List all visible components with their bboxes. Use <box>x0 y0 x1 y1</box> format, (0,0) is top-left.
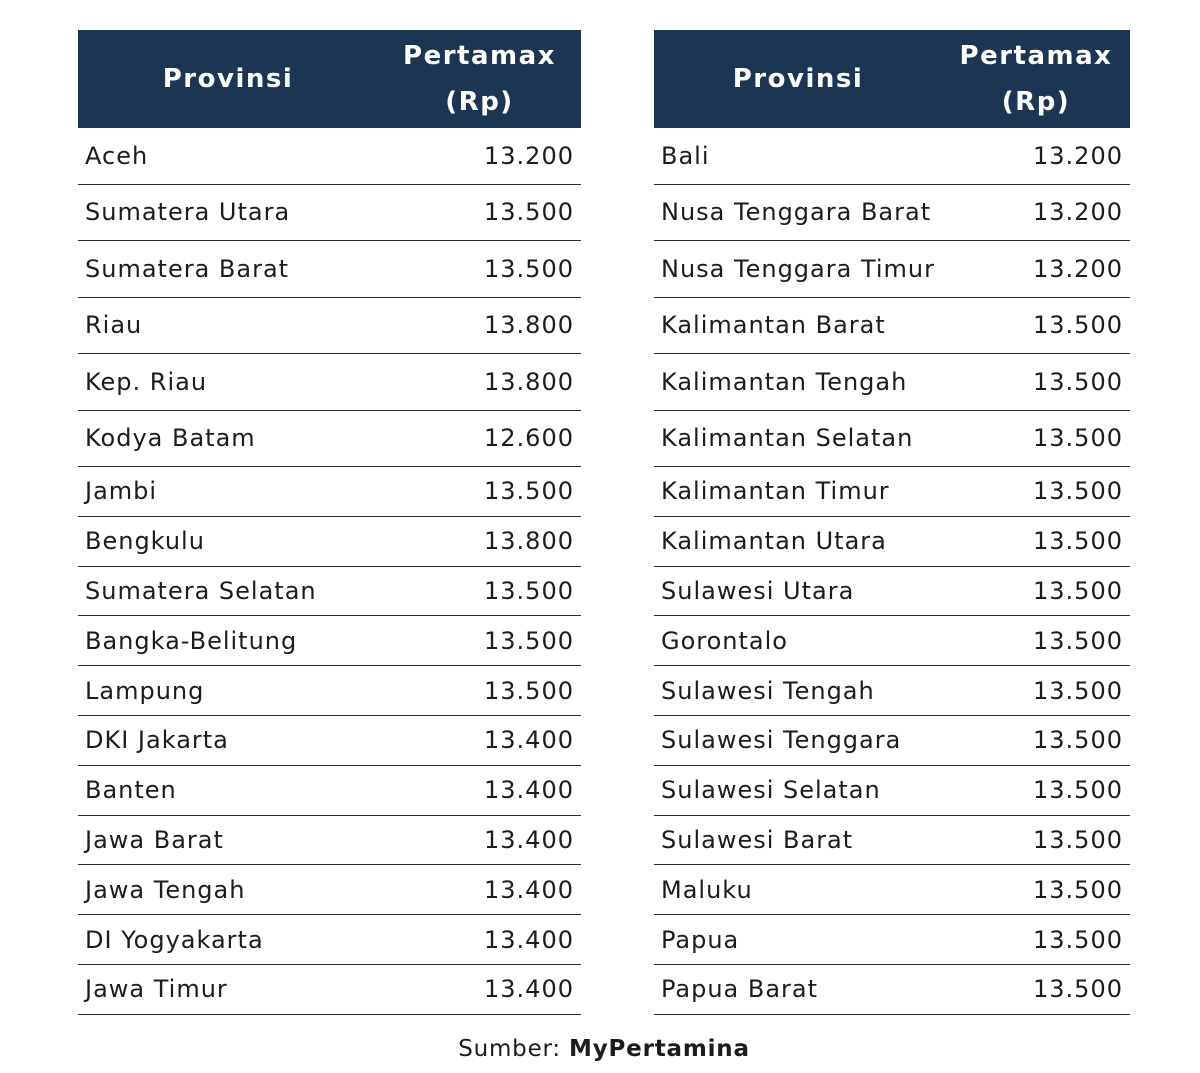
province-cell: Kodya Batam <box>78 410 378 467</box>
table-row <box>654 467 1130 517</box>
table-row <box>654 915 1130 965</box>
table-row <box>654 241 1130 298</box>
price-table-left <box>78 30 581 1015</box>
price-table-right <box>654 30 1130 1015</box>
price-cell: 13.500 <box>942 715 1130 765</box>
price-cell: 13.500 <box>942 765 1130 815</box>
table-row <box>654 128 1130 184</box>
price-cell: 13.500 <box>942 297 1130 354</box>
table-row <box>78 616 581 666</box>
province-cell: Nusa Tenggara Timur <box>654 241 942 298</box>
price-cell: 13.400 <box>378 915 581 965</box>
province-cell: Bali <box>654 128 942 184</box>
table-row <box>654 516 1130 566</box>
source-label: Sumber: <box>458 1036 561 1062</box>
price-cell: 13.400 <box>378 964 581 1014</box>
table-row <box>78 516 581 566</box>
column-header-price-line2: (Rp) <box>1001 87 1071 117</box>
province-cell: Kalimantan Utara <box>654 516 942 566</box>
table-row <box>78 184 581 241</box>
table-row <box>78 964 581 1014</box>
column-header-price-line2: (Rp) <box>445 87 514 117</box>
province-cell: Bangka-Belitung <box>78 616 378 666</box>
price-cell: 13.200 <box>942 128 1130 184</box>
price-cell: 13.800 <box>378 516 581 566</box>
table-row <box>78 815 581 865</box>
source-name: MyPertamina <box>569 1036 750 1062</box>
table-row <box>78 410 581 467</box>
price-cell: 13.500 <box>378 566 581 616</box>
table-row <box>78 865 581 915</box>
price-cell: 12.600 <box>378 410 581 467</box>
price-cell: 13.200 <box>378 128 581 184</box>
price-cell: 13.200 <box>942 184 1130 241</box>
source-caption <box>0 1036 1200 1062</box>
table-row <box>78 566 581 616</box>
table-row <box>78 241 581 298</box>
table-row <box>654 666 1130 716</box>
price-cell: 13.500 <box>378 184 581 241</box>
table-header-row <box>78 30 581 128</box>
table-header-row <box>654 30 1130 128</box>
price-cell: 13.500 <box>942 865 1130 915</box>
table-row <box>78 128 581 184</box>
table-row <box>78 915 581 965</box>
province-cell: Sumatera Barat <box>78 241 378 298</box>
province-cell: Kalimantan Timur <box>654 467 942 517</box>
price-cell: 13.500 <box>942 964 1130 1014</box>
price-cell: 13.500 <box>942 354 1130 411</box>
province-cell: DI Yogyakarta <box>78 915 378 965</box>
table-row <box>654 410 1130 467</box>
province-cell: Sulawesi Selatan <box>654 765 942 815</box>
province-cell: Kalimantan Tengah <box>654 354 942 411</box>
province-cell: Papua Barat <box>654 964 942 1014</box>
province-cell: Riau <box>78 297 378 354</box>
province-cell: Banten <box>78 765 378 815</box>
price-cell: 13.500 <box>942 616 1130 666</box>
table-row <box>654 297 1130 354</box>
price-cell: 13.400 <box>378 765 581 815</box>
table-row <box>78 467 581 517</box>
table-row <box>654 616 1130 666</box>
province-cell: Jambi <box>78 467 378 517</box>
price-cell: 13.500 <box>378 467 581 517</box>
table-row <box>654 354 1130 411</box>
column-header-province-label: Provinsi <box>162 64 294 94</box>
price-cell: 13.500 <box>378 666 581 716</box>
price-cell: 13.400 <box>378 715 581 765</box>
table-row <box>78 715 581 765</box>
province-cell: Sumatera Utara <box>78 184 378 241</box>
column-header-province-label: Provinsi <box>732 64 864 94</box>
table-row <box>78 354 581 411</box>
price-cell: 13.500 <box>942 516 1130 566</box>
price-cell: 13.500 <box>942 666 1130 716</box>
price-cell: 13.500 <box>378 241 581 298</box>
province-cell: DKI Jakarta <box>78 715 378 765</box>
price-cell: 13.500 <box>942 915 1130 965</box>
column-header-province <box>78 30 378 128</box>
table-row <box>78 297 581 354</box>
price-cell: 13.800 <box>378 297 581 354</box>
price-cell: 13.500 <box>942 410 1130 467</box>
table-row <box>78 666 581 716</box>
province-cell: Bengkulu <box>78 516 378 566</box>
province-cell: Jawa Timur <box>78 964 378 1014</box>
price-cell: 13.500 <box>378 616 581 666</box>
province-cell: Kep. Riau <box>78 354 378 411</box>
table-row <box>654 964 1130 1014</box>
province-cell: Gorontalo <box>654 616 942 666</box>
table-row <box>78 765 581 815</box>
price-cell: 13.500 <box>942 467 1130 517</box>
column-header-price-line1: Pertamax <box>403 41 556 71</box>
price-cell: 13.400 <box>378 815 581 865</box>
column-header-price <box>942 30 1130 128</box>
table-row <box>654 715 1130 765</box>
province-cell: Jawa Barat <box>78 815 378 865</box>
price-cell: 13.400 <box>378 865 581 915</box>
price-cell: 13.800 <box>378 354 581 411</box>
province-cell: Sulawesi Utara <box>654 566 942 616</box>
column-header-price-line1: Pertamax <box>959 41 1113 71</box>
province-cell: Maluku <box>654 865 942 915</box>
province-cell: Sulawesi Tenggara <box>654 715 942 765</box>
price-cell: 13.500 <box>942 815 1130 865</box>
province-cell: Kalimantan Barat <box>654 297 942 354</box>
province-cell: Aceh <box>78 128 378 184</box>
table-row <box>654 566 1130 616</box>
table-row <box>654 765 1130 815</box>
price-cell: 13.200 <box>942 241 1130 298</box>
province-cell: Nusa Tenggara Barat <box>654 184 942 241</box>
province-cell: Sulawesi Tengah <box>654 666 942 716</box>
province-cell: Kalimantan Selatan <box>654 410 942 467</box>
column-header-province <box>654 30 942 128</box>
table-row <box>654 184 1130 241</box>
price-cell: 13.500 <box>942 566 1130 616</box>
table-row <box>654 865 1130 915</box>
province-cell: Sumatera Selatan <box>78 566 378 616</box>
column-header-price <box>378 30 581 128</box>
province-cell: Jawa Tengah <box>78 865 378 915</box>
province-cell: Sulawesi Barat <box>654 815 942 865</box>
province-cell: Papua <box>654 915 942 965</box>
province-cell: Lampung <box>78 666 378 716</box>
table-row <box>654 815 1130 865</box>
